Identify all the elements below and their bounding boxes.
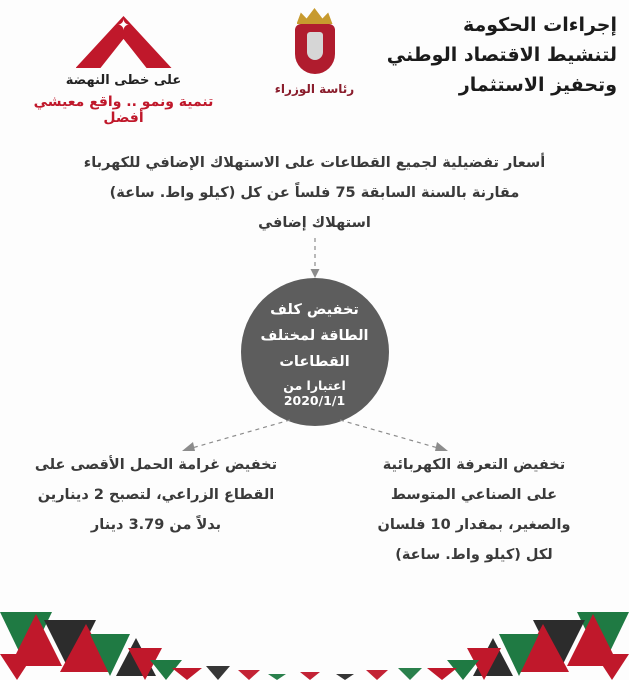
chevron-icon bbox=[76, 12, 172, 70]
connector-right bbox=[338, 418, 454, 454]
branch-industry-line-1: تخفيض التعرفة الكهربائية bbox=[382, 457, 566, 473]
hub-line-1: تخفيض كلف bbox=[270, 301, 359, 318]
footer-triangles-icon bbox=[0, 580, 629, 680]
branch-agriculture bbox=[26, 450, 286, 540]
top-note-line-2: مقارنة بالسنة السابقة 75 فلساً عن كل (كيلو واط. ساعة) bbox=[109, 185, 520, 201]
hub-effective-date: اعتبارا من 2020/1/1 bbox=[283, 377, 346, 408]
branch-agriculture-line-2: القطاع الزراعي، لتصبح 2 دينارين bbox=[37, 487, 275, 503]
footer-pattern bbox=[0, 580, 629, 680]
content-area bbox=[0, 130, 629, 600]
nahda-logo bbox=[16, 12, 231, 126]
nahda-name: على خطى النهضة bbox=[65, 73, 182, 88]
branch-agriculture-line-3: بدلاً من 3.79 دينار bbox=[90, 517, 222, 533]
star-icon: ✦ bbox=[117, 16, 130, 34]
page-title-line-2: لتنشيط الاقتصاد الوطني bbox=[386, 44, 617, 66]
page-title-line-3: وتحفيز الاستثمار bbox=[458, 74, 617, 96]
branch-industry-line-4: لكل (كيلو واط. ساعة) bbox=[395, 547, 553, 563]
central-hub bbox=[241, 278, 389, 426]
page-title bbox=[386, 10, 617, 100]
emblem-label: رئاسة الوزراء bbox=[274, 82, 355, 96]
page-title-line-1: إجراءات الحكومة bbox=[462, 14, 617, 36]
top-note-line-3: استهلاك إضافي bbox=[258, 215, 371, 231]
hub-line-3: القطاعات bbox=[279, 353, 350, 370]
top-note bbox=[0, 148, 629, 238]
prime-ministry-emblem bbox=[263, 8, 367, 96]
crown-icon bbox=[285, 8, 345, 78]
connector-top bbox=[306, 238, 324, 280]
top-note-line-1: أسعار تفضيلية لجميع القطاعات على الاستهلاك الإضافي للكهرباء bbox=[83, 155, 546, 171]
branch-industry-line-2: على الصناعي المتوسط bbox=[390, 487, 558, 503]
nahda-tagline: تنمية ونمو .. واقع معيشي أفضل bbox=[33, 94, 214, 126]
hub-line-2: الطاقة لمختلف bbox=[260, 327, 369, 344]
header bbox=[0, 0, 629, 130]
branch-industry bbox=[343, 450, 605, 570]
branch-agriculture-line-1: تخفيض غرامة الحمل الأقصى على bbox=[34, 457, 278, 473]
crown-top-shape bbox=[297, 8, 333, 24]
branch-industry-line-3: والصغير، بمقدار 10 فلسان bbox=[377, 517, 571, 533]
crown-shield-shape bbox=[295, 24, 335, 74]
connector-left bbox=[176, 418, 292, 454]
